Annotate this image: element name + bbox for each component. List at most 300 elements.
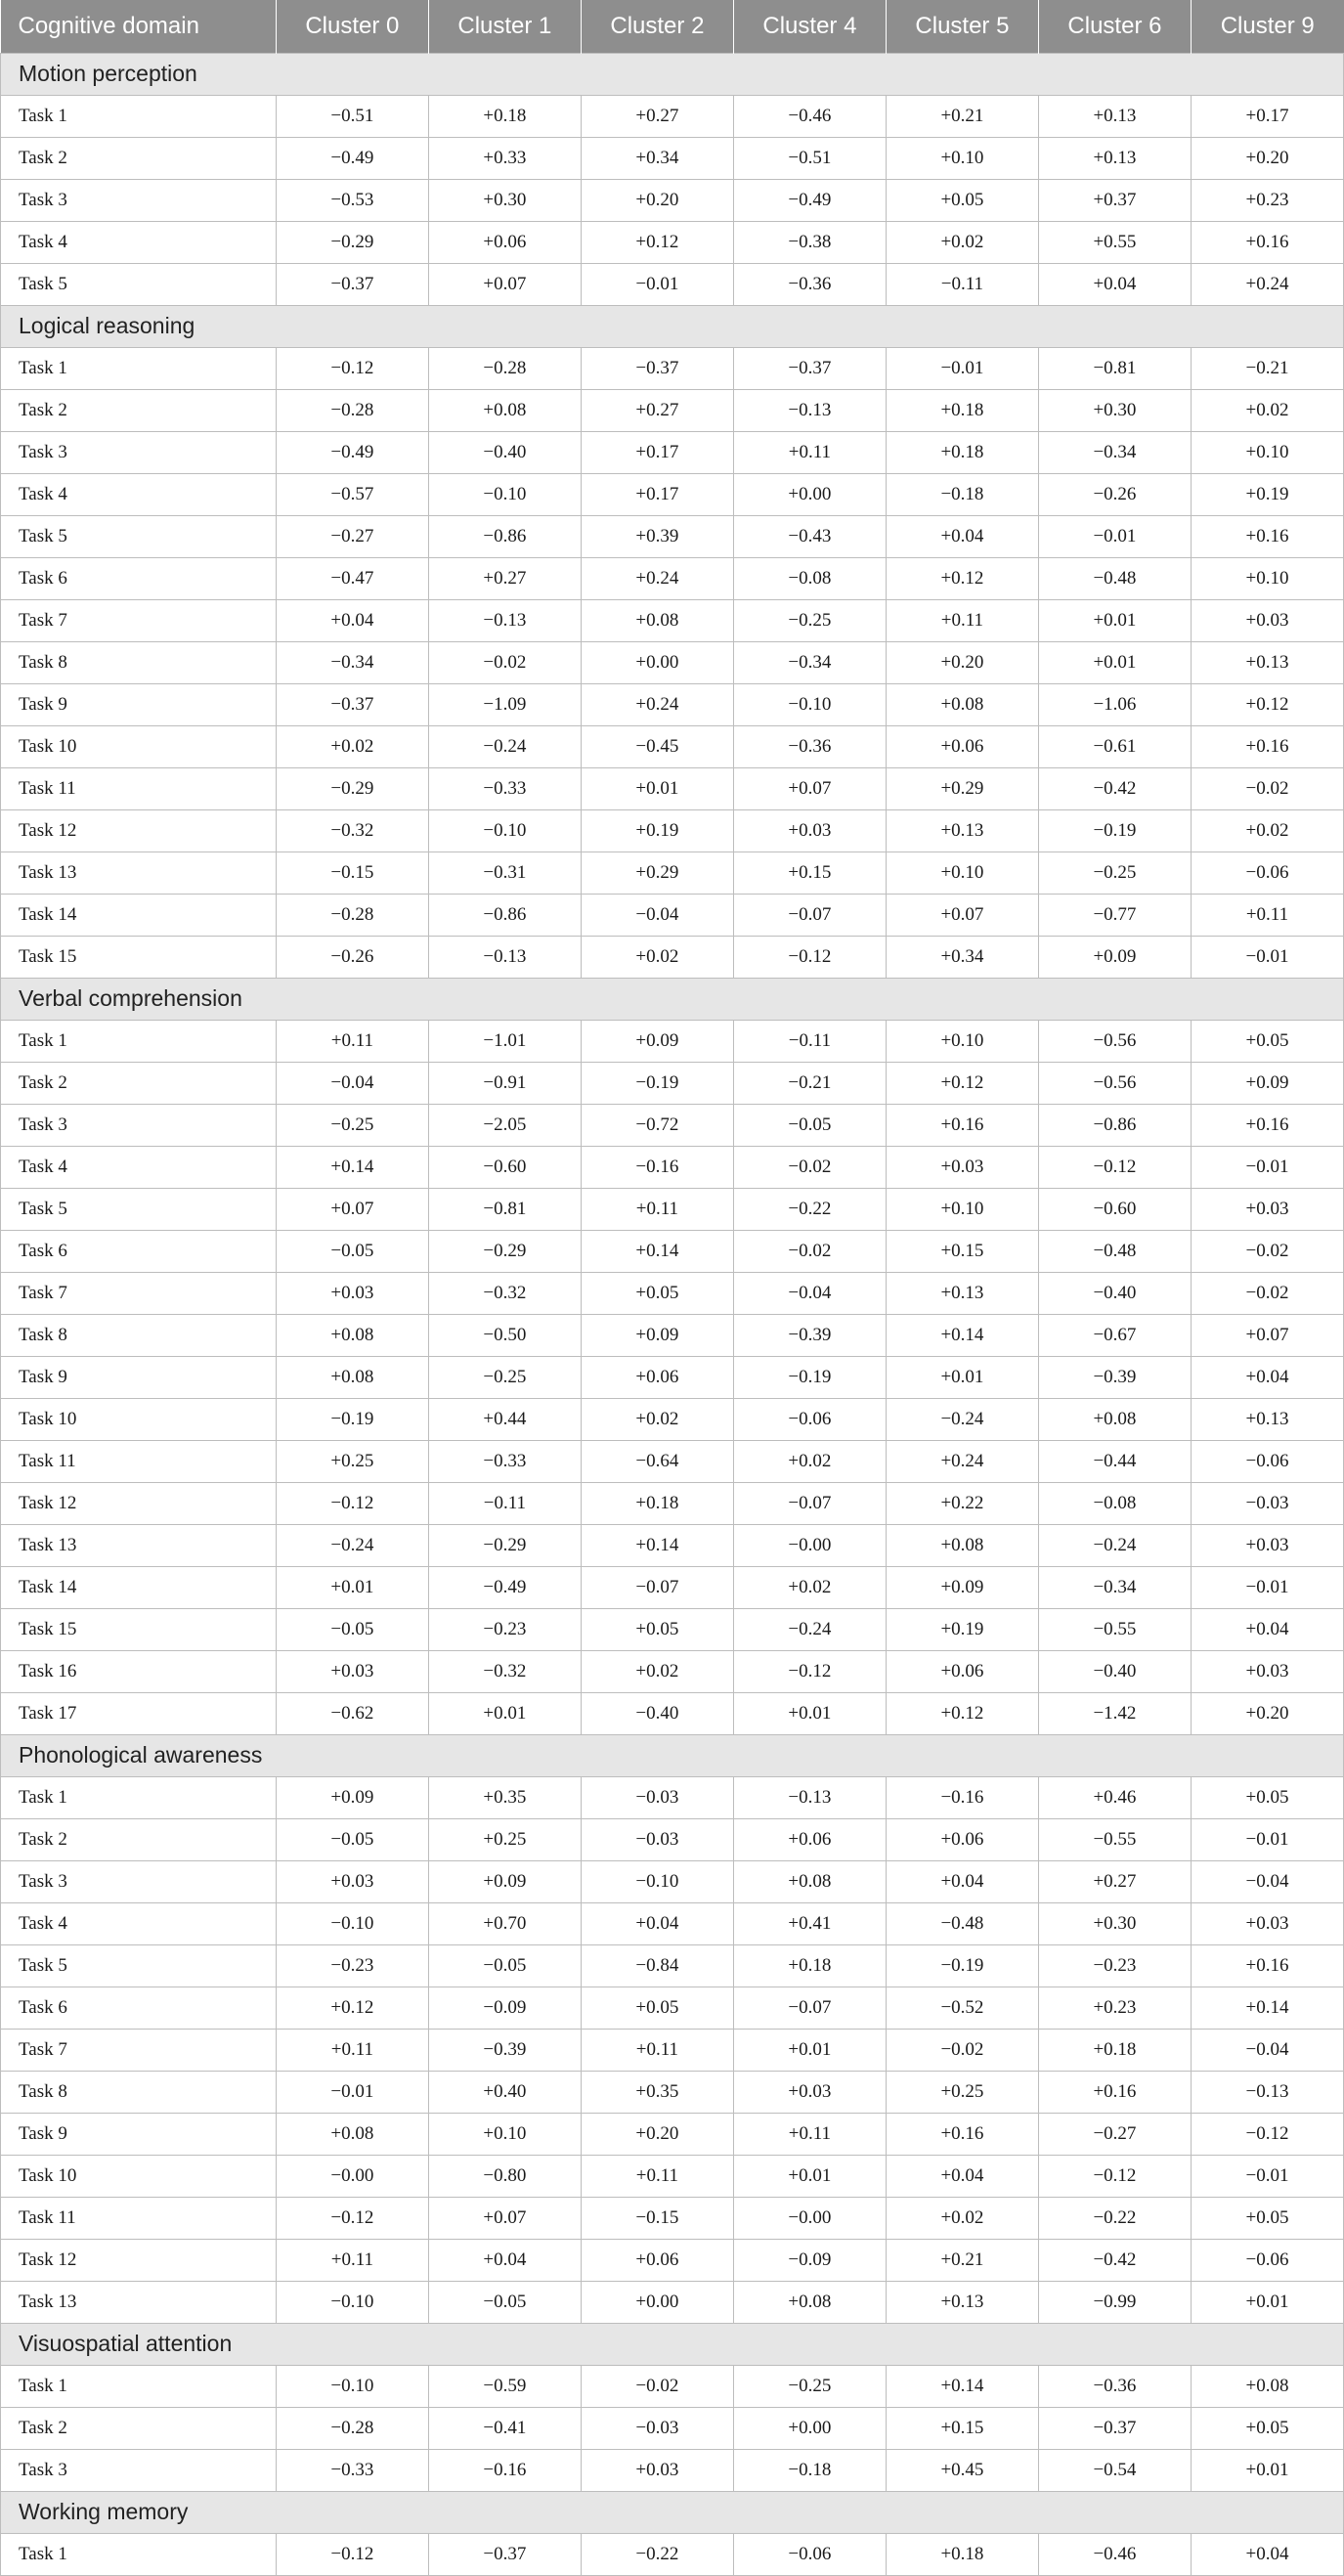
score-cell: −0.10	[581, 1860, 733, 1902]
score-cell: −0.01	[1191, 1146, 1343, 1188]
score-cell: +0.00	[581, 2281, 733, 2323]
task-label: Task 2	[1, 389, 277, 431]
score-cell: −0.46	[733, 95, 886, 137]
score-cell: +0.05	[1191, 2407, 1343, 2449]
task-label: Task 1	[1, 1776, 277, 1818]
score-cell: +0.30	[1038, 389, 1191, 431]
score-cell: +0.13	[1191, 1398, 1343, 1440]
task-label: Task 6	[1, 1230, 277, 1272]
score-cell: +0.15	[886, 1230, 1038, 1272]
table-row	[1, 1188, 1344, 1230]
task-label: Task 5	[1, 263, 277, 305]
score-cell: +0.44	[428, 1398, 581, 1440]
score-cell: +0.25	[886, 2071, 1038, 2113]
table-row	[1, 2029, 1344, 2071]
score-cell: −0.42	[1038, 2239, 1191, 2281]
score-cell: +0.24	[581, 683, 733, 725]
score-cell: +0.08	[276, 2113, 428, 2155]
score-cell: −0.25	[428, 1356, 581, 1398]
score-cell: +0.27	[428, 557, 581, 599]
score-cell: +0.19	[1191, 473, 1343, 515]
section-header-row	[1, 2491, 1344, 2533]
score-cell: +0.07	[428, 2197, 581, 2239]
score-cell: −0.25	[1038, 851, 1191, 894]
score-cell: −0.27	[276, 515, 428, 557]
table-row	[1, 431, 1344, 473]
score-cell: −0.54	[1038, 2449, 1191, 2491]
task-label: Task 6	[1, 557, 277, 599]
score-cell: −0.02	[581, 2365, 733, 2407]
score-cell: −0.06	[733, 1398, 886, 1440]
task-label: Task 12	[1, 809, 277, 851]
score-cell: +0.02	[581, 936, 733, 978]
task-label: Task 7	[1, 1272, 277, 1314]
task-label: Task 12	[1, 1482, 277, 1524]
table-row	[1, 179, 1344, 221]
table-row	[1, 1650, 1344, 1692]
score-cell: −0.19	[886, 1944, 1038, 1987]
score-cell: −0.01	[581, 263, 733, 305]
score-cell: +0.06	[886, 1818, 1038, 1860]
score-cell: −0.23	[276, 1944, 428, 1987]
score-cell: +0.03	[276, 1860, 428, 1902]
score-cell: +0.01	[1038, 641, 1191, 683]
score-cell: +0.08	[886, 1524, 1038, 1566]
header-cognitive-domain: Cognitive domain	[1, 0, 277, 53]
score-cell: +0.17	[581, 473, 733, 515]
score-cell: +0.34	[581, 137, 733, 179]
table-row	[1, 347, 1344, 389]
score-cell: −0.29	[276, 221, 428, 263]
score-cell: −0.36	[733, 263, 886, 305]
score-cell: −0.04	[1191, 2029, 1343, 2071]
score-cell: +0.02	[1191, 809, 1343, 851]
score-cell: +0.46	[1038, 1776, 1191, 1818]
score-cell: −1.01	[428, 1020, 581, 1062]
table-row	[1, 473, 1344, 515]
score-cell: +0.02	[733, 1566, 886, 1608]
score-cell: −0.39	[733, 1314, 886, 1356]
score-cell: +0.35	[428, 1776, 581, 1818]
score-cell: +0.04	[1191, 1608, 1343, 1650]
score-cell: +0.03	[886, 1146, 1038, 1188]
score-cell: +0.25	[276, 1440, 428, 1482]
task-label: Task 3	[1, 2449, 277, 2491]
task-label: Task 2	[1, 1818, 277, 1860]
header-cluster-0: Cluster 0	[276, 0, 428, 53]
score-cell: −0.56	[1038, 1020, 1191, 1062]
score-cell: −0.01	[1191, 1818, 1343, 1860]
task-label: Task 3	[1, 1104, 277, 1146]
header-cluster-6: Cluster 6	[1038, 0, 1191, 53]
task-label: Task 1	[1, 347, 277, 389]
score-cell: −0.56	[1038, 1062, 1191, 1104]
score-cell: +0.03	[1191, 1650, 1343, 1692]
score-cell: +0.16	[1191, 725, 1343, 767]
task-label: Task 11	[1, 767, 277, 809]
table-row	[1, 2407, 1344, 2449]
score-cell: −0.13	[733, 1776, 886, 1818]
score-cell: +0.10	[1191, 431, 1343, 473]
score-cell: −0.27	[1038, 2113, 1191, 2155]
score-cell: −0.26	[276, 936, 428, 978]
score-cell: +0.20	[886, 641, 1038, 683]
task-label: Task 14	[1, 1566, 277, 1608]
score-cell: −0.37	[276, 683, 428, 725]
task-label: Task 5	[1, 1944, 277, 1987]
score-cell: −0.05	[428, 1944, 581, 1987]
score-cell: −0.25	[733, 2365, 886, 2407]
score-cell: +0.03	[733, 2071, 886, 2113]
score-cell: +0.55	[1038, 221, 1191, 263]
score-cell: +0.05	[1191, 1020, 1343, 1062]
score-cell: +0.01	[1191, 2281, 1343, 2323]
table-row	[1, 2197, 1344, 2239]
score-cell: +0.04	[886, 1860, 1038, 1902]
score-cell: +0.16	[886, 2113, 1038, 2155]
score-cell: +0.11	[733, 431, 886, 473]
score-cell: −0.49	[428, 1566, 581, 1608]
score-cell: +0.10	[886, 1020, 1038, 1062]
score-cell: −0.03	[581, 2407, 733, 2449]
score-cell: +0.07	[276, 1188, 428, 1230]
score-cell: +0.20	[581, 2113, 733, 2155]
score-cell: +0.18	[581, 1482, 733, 1524]
score-cell: −0.32	[428, 1650, 581, 1692]
score-cell: +0.09	[1191, 1062, 1343, 1104]
table-row	[1, 1944, 1344, 1987]
score-cell: −0.31	[428, 851, 581, 894]
score-cell: −0.01	[276, 2071, 428, 2113]
score-cell: +0.10	[886, 851, 1038, 894]
score-cell: +0.07	[428, 263, 581, 305]
score-cell: +0.06	[886, 725, 1038, 767]
table-row	[1, 221, 1344, 263]
task-label: Task 6	[1, 1987, 277, 2029]
score-cell: +0.05	[1191, 2197, 1343, 2239]
score-cell: +0.37	[1038, 179, 1191, 221]
score-cell: −0.29	[428, 1230, 581, 1272]
score-cell: −0.23	[1038, 1944, 1191, 1987]
score-cell: +0.12	[886, 1062, 1038, 1104]
score-cell: +0.08	[581, 599, 733, 641]
score-cell: +0.03	[581, 2449, 733, 2491]
task-label: Task 3	[1, 1860, 277, 1902]
score-cell: +0.01	[733, 1692, 886, 1734]
section-header-row	[1, 2323, 1344, 2365]
score-cell: +0.13	[1191, 641, 1343, 683]
score-cell: +0.45	[886, 2449, 1038, 2491]
score-cell: +0.03	[276, 1272, 428, 1314]
table-row	[1, 1902, 1344, 1944]
score-cell: +0.23	[1038, 1987, 1191, 2029]
score-cell: −0.12	[276, 347, 428, 389]
task-label: Task 5	[1, 1188, 277, 1230]
score-cell: −0.37	[733, 347, 886, 389]
task-label: Task 2	[1, 1062, 277, 1104]
table-row	[1, 389, 1344, 431]
score-cell: +0.12	[581, 221, 733, 263]
score-cell: +0.30	[428, 179, 581, 221]
task-label: Task 7	[1, 2029, 277, 2071]
score-cell: +0.27	[581, 389, 733, 431]
score-cell: +0.05	[581, 1608, 733, 1650]
header-cluster-1: Cluster 1	[428, 0, 581, 53]
score-cell: −0.59	[428, 2365, 581, 2407]
score-cell: +0.25	[428, 1818, 581, 1860]
task-label: Task 4	[1, 1146, 277, 1188]
score-cell: +0.08	[886, 683, 1038, 725]
score-cell: +0.27	[1038, 1860, 1191, 1902]
score-cell: −0.25	[276, 1104, 428, 1146]
score-cell: +0.02	[276, 725, 428, 767]
score-cell: −0.34	[733, 641, 886, 683]
score-cell: +0.11	[733, 2113, 886, 2155]
task-label: Task 4	[1, 1902, 277, 1944]
score-cell: +0.12	[276, 1987, 428, 2029]
score-cell: −0.64	[581, 1440, 733, 1482]
score-cell: −0.22	[1038, 2197, 1191, 2239]
score-cell: +0.17	[581, 431, 733, 473]
header-cluster-4: Cluster 4	[733, 0, 886, 53]
task-label: Task 13	[1, 2281, 277, 2323]
score-cell: −0.37	[428, 2533, 581, 2575]
score-cell: +0.08	[276, 1314, 428, 1356]
score-cell: −0.13	[733, 389, 886, 431]
table-row	[1, 1104, 1344, 1146]
score-cell: −0.13	[428, 936, 581, 978]
score-cell: −0.01	[1191, 936, 1343, 978]
score-cell: −0.42	[1038, 767, 1191, 809]
task-label: Task 1	[1, 95, 277, 137]
table-row	[1, 2155, 1344, 2197]
task-label: Task 12	[1, 2239, 277, 2281]
task-label: Task 5	[1, 515, 277, 557]
score-cell: −0.21	[733, 1062, 886, 1104]
score-cell: −0.02	[1191, 767, 1343, 809]
score-cell: −0.57	[276, 473, 428, 515]
score-cell: +0.29	[581, 851, 733, 894]
score-cell: +0.11	[276, 2239, 428, 2281]
table-row	[1, 95, 1344, 137]
score-cell: +0.12	[886, 1692, 1038, 1734]
score-cell: −0.10	[428, 473, 581, 515]
score-cell: +0.01	[1191, 2449, 1343, 2491]
task-label: Task 17	[1, 1692, 277, 1734]
score-cell: +0.04	[1038, 263, 1191, 305]
score-cell: −0.01	[1191, 2155, 1343, 2197]
score-cell: +0.01	[733, 2155, 886, 2197]
score-cell: +0.35	[581, 2071, 733, 2113]
score-cell: −0.03	[581, 1776, 733, 1818]
table-row	[1, 1566, 1344, 1608]
task-label: Task 13	[1, 1524, 277, 1566]
score-cell: −0.19	[581, 1062, 733, 1104]
score-cell: +0.14	[1191, 1987, 1343, 2029]
score-cell: −0.00	[276, 2155, 428, 2197]
score-cell: −0.91	[428, 1062, 581, 1104]
task-label: Task 1	[1, 2365, 277, 2407]
task-label: Task 4	[1, 221, 277, 263]
score-cell: +0.12	[886, 557, 1038, 599]
score-cell: +0.07	[886, 894, 1038, 936]
score-cell: +0.13	[886, 2281, 1038, 2323]
task-label: Task 7	[1, 599, 277, 641]
score-cell: −0.36	[733, 725, 886, 767]
section-title: Logical reasoning	[1, 305, 1344, 347]
score-cell: −0.29	[276, 767, 428, 809]
table-row	[1, 557, 1344, 599]
table-row	[1, 725, 1344, 767]
section-header-row	[1, 978, 1344, 1020]
score-cell: +0.04	[1191, 2533, 1343, 2575]
score-cell: +0.18	[733, 1944, 886, 1987]
score-cell: +0.01	[581, 767, 733, 809]
score-cell: +0.03	[1191, 1188, 1343, 1230]
score-cell: −0.40	[581, 1692, 733, 1734]
score-cell: +0.08	[733, 2281, 886, 2323]
table-row	[1, 599, 1344, 641]
table-row	[1, 1440, 1344, 1482]
score-cell: −0.41	[428, 2407, 581, 2449]
table-row	[1, 1314, 1344, 1356]
score-cell: −0.29	[428, 1524, 581, 1566]
score-cell: −2.05	[428, 1104, 581, 1146]
score-cell: +0.23	[1191, 179, 1343, 221]
score-cell: −1.09	[428, 683, 581, 725]
score-cell: +0.11	[581, 2029, 733, 2071]
score-cell: −0.60	[1038, 1188, 1191, 1230]
score-cell: −0.18	[733, 2449, 886, 2491]
score-cell: −0.13	[428, 599, 581, 641]
task-label: Task 10	[1, 2155, 277, 2197]
table-row	[1, 2281, 1344, 2323]
score-cell: −0.53	[276, 179, 428, 221]
score-cell: −1.06	[1038, 683, 1191, 725]
score-cell: −0.22	[581, 2533, 733, 2575]
table-row	[1, 2533, 1344, 2575]
table-row	[1, 1020, 1344, 1062]
score-cell: −0.60	[428, 1146, 581, 1188]
score-cell: +0.05	[1191, 1776, 1343, 1818]
score-cell: −0.49	[733, 179, 886, 221]
task-label: Task 9	[1, 2113, 277, 2155]
score-cell: −0.37	[276, 263, 428, 305]
score-cell: −0.77	[1038, 894, 1191, 936]
section-header-row	[1, 53, 1344, 95]
score-cell: −0.05	[276, 1608, 428, 1650]
score-cell: −0.02	[733, 1146, 886, 1188]
table-header-row	[1, 0, 1344, 53]
score-cell: −0.37	[1038, 2407, 1191, 2449]
score-cell: −0.37	[581, 347, 733, 389]
score-cell: −0.61	[1038, 725, 1191, 767]
score-cell: +0.09	[276, 1776, 428, 1818]
score-cell: +0.08	[1191, 2365, 1343, 2407]
score-cell: −0.02	[733, 1230, 886, 1272]
score-cell: −0.10	[733, 683, 886, 725]
score-cell: +0.01	[733, 2029, 886, 2071]
score-cell: +0.06	[581, 2239, 733, 2281]
score-cell: −0.55	[1038, 1818, 1191, 1860]
score-cell: −0.34	[276, 641, 428, 683]
task-label: Task 10	[1, 1398, 277, 1440]
score-cell: −0.02	[1191, 1230, 1343, 1272]
table-row	[1, 936, 1344, 978]
score-cell: +0.00	[733, 2407, 886, 2449]
score-cell: +0.12	[1191, 683, 1343, 725]
score-cell: −0.12	[733, 1650, 886, 1692]
score-cell: −0.67	[1038, 1314, 1191, 1356]
table-row	[1, 1860, 1344, 1902]
score-cell: −0.49	[276, 431, 428, 473]
score-cell: −0.11	[428, 1482, 581, 1524]
header-cluster-9: Cluster 9	[1191, 0, 1343, 53]
table-row	[1, 2449, 1344, 2491]
score-cell: +0.14	[886, 1314, 1038, 1356]
score-cell: −0.05	[428, 2281, 581, 2323]
table-row	[1, 1272, 1344, 1314]
table-row	[1, 2239, 1344, 2281]
score-cell: +0.04	[886, 515, 1038, 557]
score-cell: +0.13	[886, 1272, 1038, 1314]
score-cell: +0.33	[428, 137, 581, 179]
score-cell: −0.86	[428, 894, 581, 936]
score-cell: +0.10	[886, 1188, 1038, 1230]
score-cell: −0.38	[733, 221, 886, 263]
score-cell: +0.19	[581, 809, 733, 851]
table-row	[1, 1482, 1344, 1524]
table-row	[1, 641, 1344, 683]
score-cell: −0.06	[1191, 851, 1343, 894]
score-cell: +0.11	[276, 2029, 428, 2071]
task-label: Task 1	[1, 1020, 277, 1062]
score-cell: +0.03	[1191, 599, 1343, 641]
score-cell: −0.40	[1038, 1272, 1191, 1314]
score-cell: +0.14	[886, 2365, 1038, 2407]
section-title: Phonological awareness	[1, 1734, 1344, 1776]
score-cell: +0.07	[1191, 1314, 1343, 1356]
task-label: Task 3	[1, 431, 277, 473]
score-cell: +0.03	[1191, 1524, 1343, 1566]
score-cell: +0.14	[581, 1524, 733, 1566]
score-cell: +0.08	[733, 1860, 886, 1902]
header-cluster-5: Cluster 5	[886, 0, 1038, 53]
score-cell: −0.86	[1038, 1104, 1191, 1146]
score-cell: −0.04	[276, 1062, 428, 1104]
table-row	[1, 1356, 1344, 1398]
score-cell: −0.34	[1038, 1566, 1191, 1608]
score-cell: −0.06	[1191, 2239, 1343, 2281]
score-cell: +0.39	[581, 515, 733, 557]
score-cell: −0.15	[276, 851, 428, 894]
score-cell: −0.10	[276, 2365, 428, 2407]
score-cell: +0.24	[1191, 263, 1343, 305]
score-cell: +0.03	[733, 809, 886, 851]
score-cell: +0.20	[581, 179, 733, 221]
score-cell: −0.12	[1038, 2155, 1191, 2197]
score-cell: +0.06	[581, 1356, 733, 1398]
score-cell: −0.00	[733, 1524, 886, 1566]
score-cell: −0.13	[1191, 2071, 1343, 2113]
score-cell: +0.11	[581, 1188, 733, 1230]
task-label: Task 1	[1, 2533, 277, 2575]
score-cell: +0.21	[886, 95, 1038, 137]
table-row	[1, 1524, 1344, 1566]
table-row	[1, 683, 1344, 725]
score-cell: −0.19	[276, 1398, 428, 1440]
score-cell: −0.19	[733, 1356, 886, 1398]
